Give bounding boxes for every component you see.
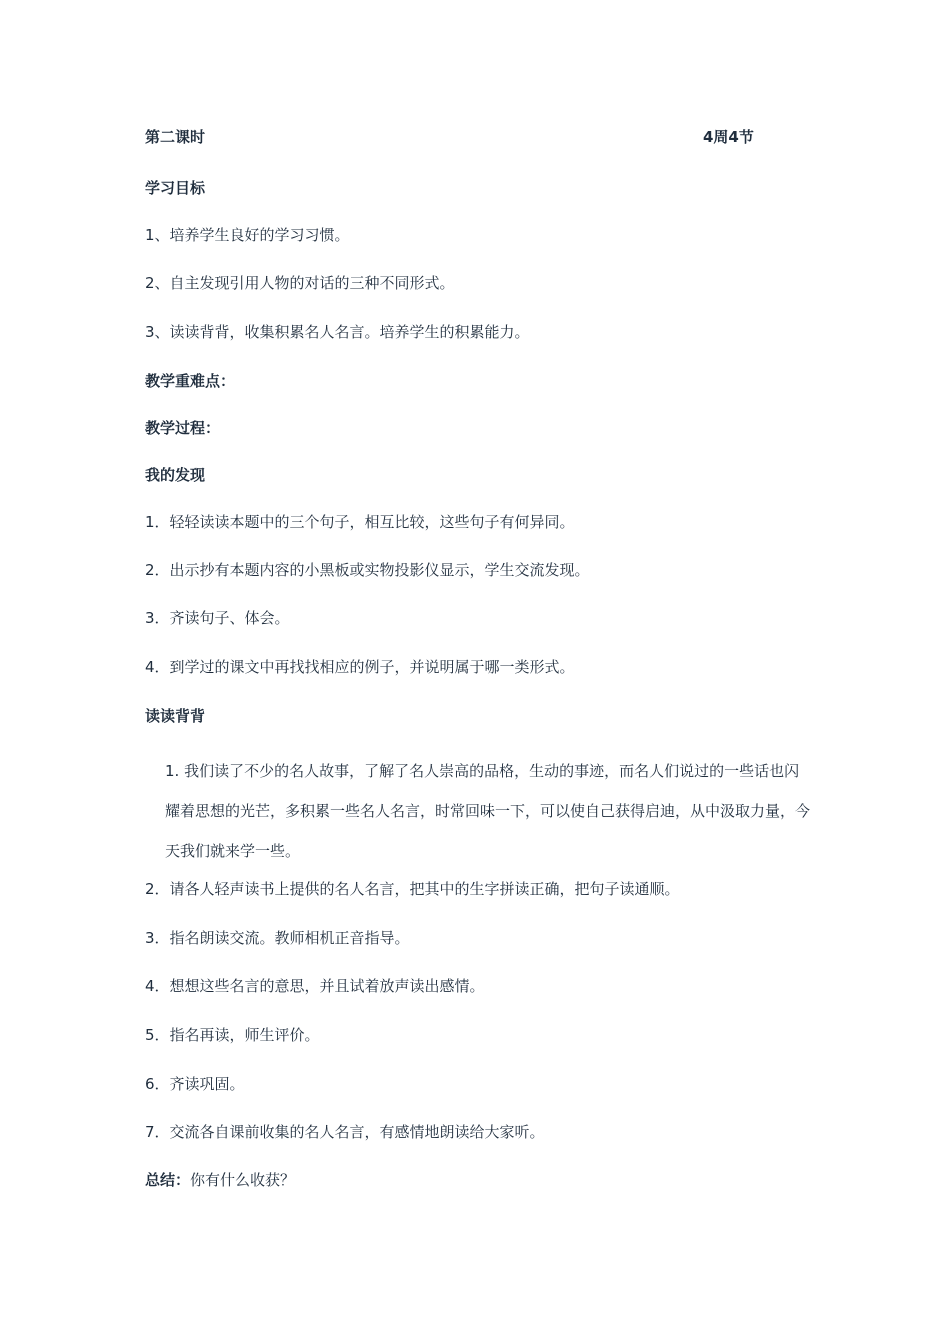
summary-line [145, 1170, 295, 1190]
discovery-item: 3．齐读句子、体会。 [145, 609, 290, 627]
recite-intro-paragraph [145, 751, 811, 871]
recite-item: 7．交流各自课前收集的名人名言，有感情地朗读给大家听。 [145, 1123, 545, 1141]
recite-item: 2．请各人轻声读书上提供的名人名言，把其中的生字拼读正确，把句子读通顺。 [145, 880, 680, 898]
objective-item: 2、自主发现引用人物的对话的三种不同形式。 [145, 274, 455, 292]
recite-item: 5．指名再读，师生评价。 [145, 1026, 320, 1044]
week-info: 4周4节 [703, 128, 754, 146]
discovery-item: 4．到学过的课文中再找找相应的例子，并说明属于哪一类形式。 [145, 658, 575, 676]
summary-text: 你有什么收获？ [190, 1171, 296, 1189]
objective-item: 1、培养学生良好的学习习惯。 [145, 226, 350, 244]
recite-item: 3．指名朗读交流。教师相机正音指导。 [145, 929, 410, 947]
recite-heading: 读读背背 [145, 707, 206, 725]
discovery-item: 1．轻轻读读本题中的三个句子，相互比较，这些句子有何异同。 [145, 513, 575, 531]
recite-item: 4．想想这些名言的意思，并且试着放声读出感情。 [145, 977, 485, 995]
discovery-item: 2．出示抄有本题内容的小黑板或实物投影仪显示，学生交流发现。 [145, 561, 590, 579]
process-heading: 教学过程： [145, 419, 221, 437]
recite-intro-text: 1. 我们读了不少的名人故事，了解了名人崇高的品格，生动的事迹，而名人们说过的一些话也闪耀着思想的光芒，多积累一些名人名言，时常回味一下，可以使自己获得启迪，从中汲取力量，今天我们就来学一些。 [165, 762, 811, 860]
discovery-heading: 我的发现 [145, 466, 206, 484]
key-points-heading: 教学重难点： [145, 372, 236, 390]
summary-label: 总结： [145, 1171, 191, 1189]
recite-item: 6．齐读巩固。 [145, 1075, 245, 1093]
objective-item: 3、读读背背，收集积累名人名言。培养学生的积累能力。 [145, 323, 530, 341]
objectives-heading: 学习目标 [145, 179, 206, 197]
lesson-title: 第二课时 [145, 128, 206, 146]
